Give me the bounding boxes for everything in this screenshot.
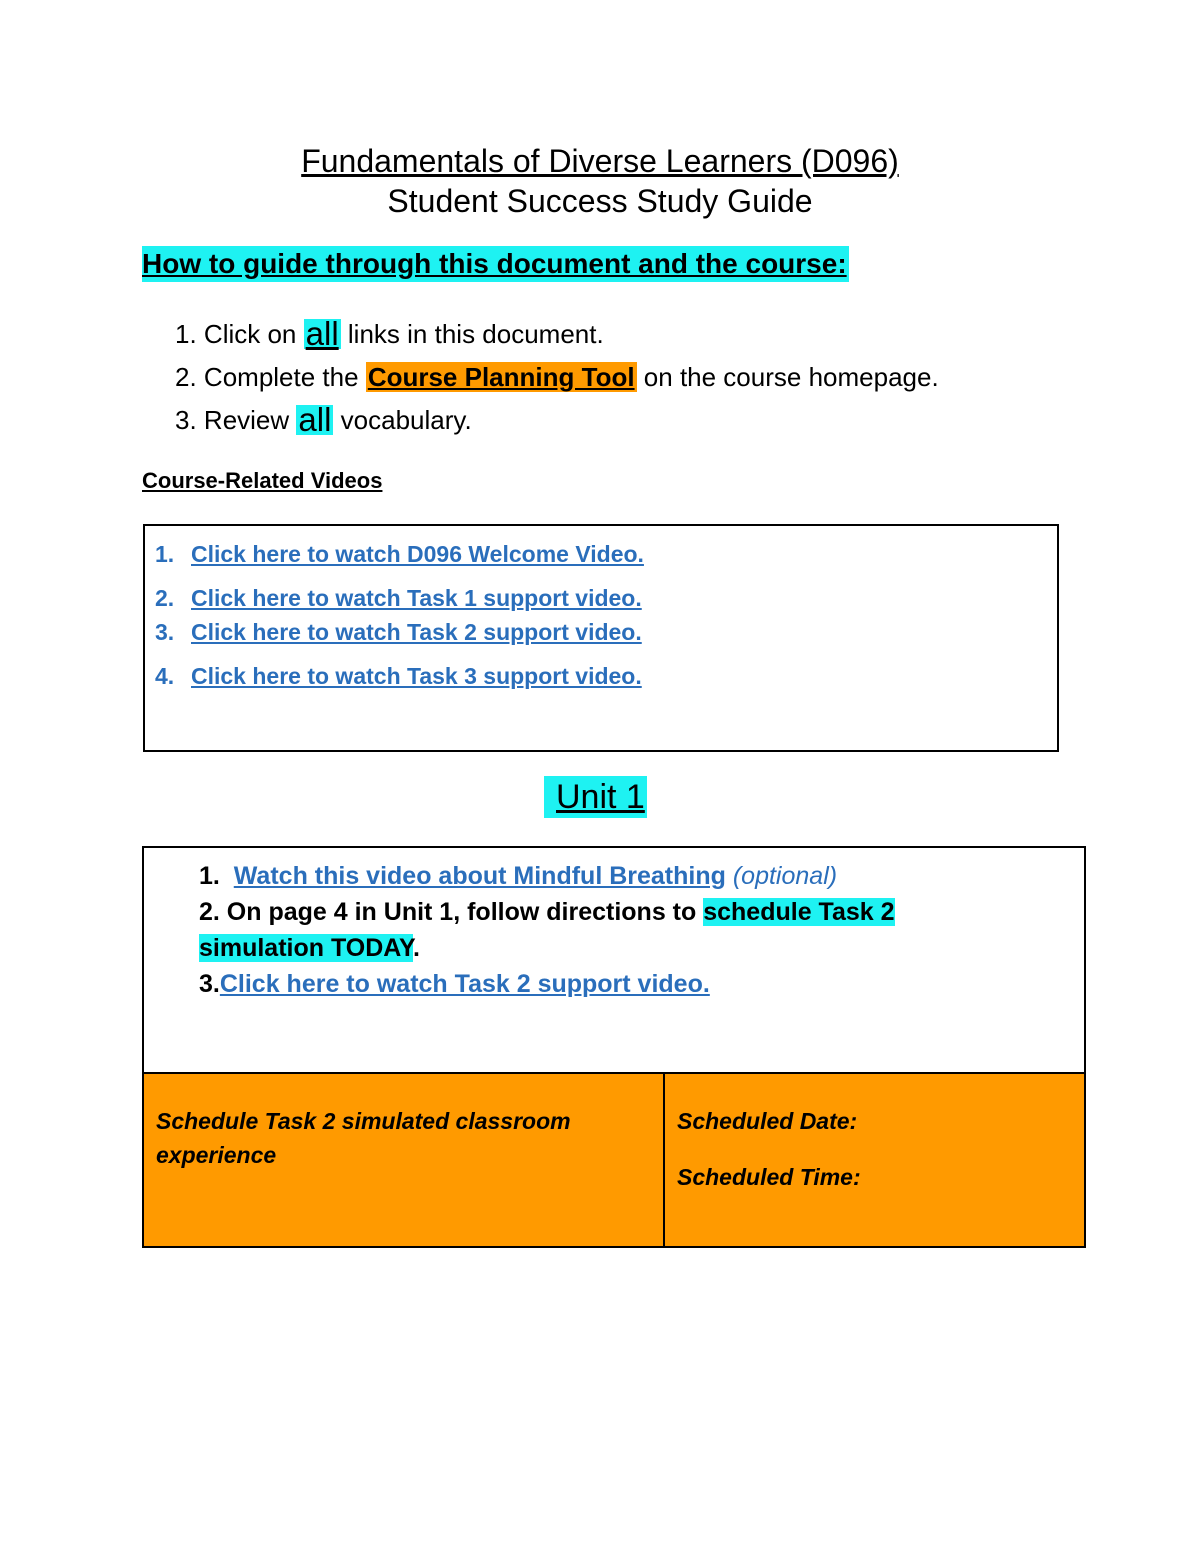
howto-steps <box>175 312 939 441</box>
step-text: Click on <box>203 318 297 349</box>
unit-item-2 <box>199 894 1019 966</box>
step-text: vocabulary. <box>340 404 472 435</box>
unit-item-1 <box>199 858 1019 894</box>
scheduled-date-label[interactable]: Scheduled Date: <box>677 1108 858 1134</box>
unit-item-3 <box>199 966 1019 1002</box>
mindful-breathing-link[interactable]: Watch this video about Mindful Breathing <box>233 862 726 890</box>
video-number: 1. <box>155 540 175 567</box>
video-number: 2. <box>155 584 175 611</box>
howto-heading: How to guide through this document and the course: <box>142 246 849 282</box>
video-item <box>155 614 644 650</box>
schedule-cell <box>144 1074 665 1246</box>
unit-task-list <box>199 858 1019 1002</box>
scheduled-time-label[interactable]: Scheduled Time: <box>677 1164 861 1190</box>
schedule-fields-cell <box>665 1074 1084 1246</box>
schedule-task-text: Schedule Task 2 simulated classroom experience <box>156 1108 571 1168</box>
video-item <box>155 658 644 694</box>
step-text: Complete the <box>203 361 359 392</box>
step-1 <box>175 312 939 355</box>
item-number: 1. <box>199 862 220 890</box>
document-subtitle: Student Success Study Guide <box>387 183 813 219</box>
simulation-highlight: simulation TODAY <box>199 934 413 962</box>
schedule-highlight: schedule Task 2 <box>703 898 895 926</box>
task3-video-link[interactable]: Click here to watch Task 3 support video. <box>191 662 642 689</box>
schedule-fields <box>665 1074 1084 1194</box>
course-planning-tool-link[interactable]: Course Planning Tool <box>367 361 635 392</box>
unit-task2-video-link[interactable]: Click here to watch Task 2 support video. <box>219 970 710 998</box>
document-title: Fundamentals of Diverse Learners (D096) <box>301 143 899 179</box>
welcome-video-link[interactable]: Click here to watch D096 Welcome Video. <box>191 540 644 567</box>
videos-box <box>143 524 1059 752</box>
step-text: links in this document. <box>347 318 604 349</box>
step-emphasis: all <box>305 314 339 352</box>
step-number: 2. <box>175 361 197 392</box>
video-item <box>155 580 644 616</box>
videos-heading: Course-Related Videos <box>142 468 383 493</box>
step-number: 1. <box>175 318 197 349</box>
optional-note: (optional) <box>732 862 838 890</box>
step-text: on the course homepage. <box>643 361 939 392</box>
video-number: 4. <box>155 662 175 689</box>
unit-tasks <box>144 848 1084 1074</box>
video-number: 3. <box>155 618 175 645</box>
step-emphasis: all <box>298 400 332 438</box>
video-list <box>155 536 644 694</box>
item-text: 2. On page 4 in Unit 1, follow directions to <box>199 898 697 926</box>
step-number: 3. <box>175 404 197 435</box>
step-2 <box>175 355 939 398</box>
unit-title: Unit 1 <box>544 776 647 818</box>
step-3 <box>175 398 939 441</box>
unit-box <box>142 846 1086 1248</box>
item-text-end: . <box>412 934 420 962</box>
task2-video-link[interactable]: Click here to watch Task 2 support video. <box>191 618 642 645</box>
item-number: 3. <box>199 970 220 998</box>
video-item <box>155 536 644 572</box>
step-text: Review <box>203 404 290 435</box>
task1-video-link[interactable]: Click here to watch Task 1 support video. <box>191 584 642 611</box>
